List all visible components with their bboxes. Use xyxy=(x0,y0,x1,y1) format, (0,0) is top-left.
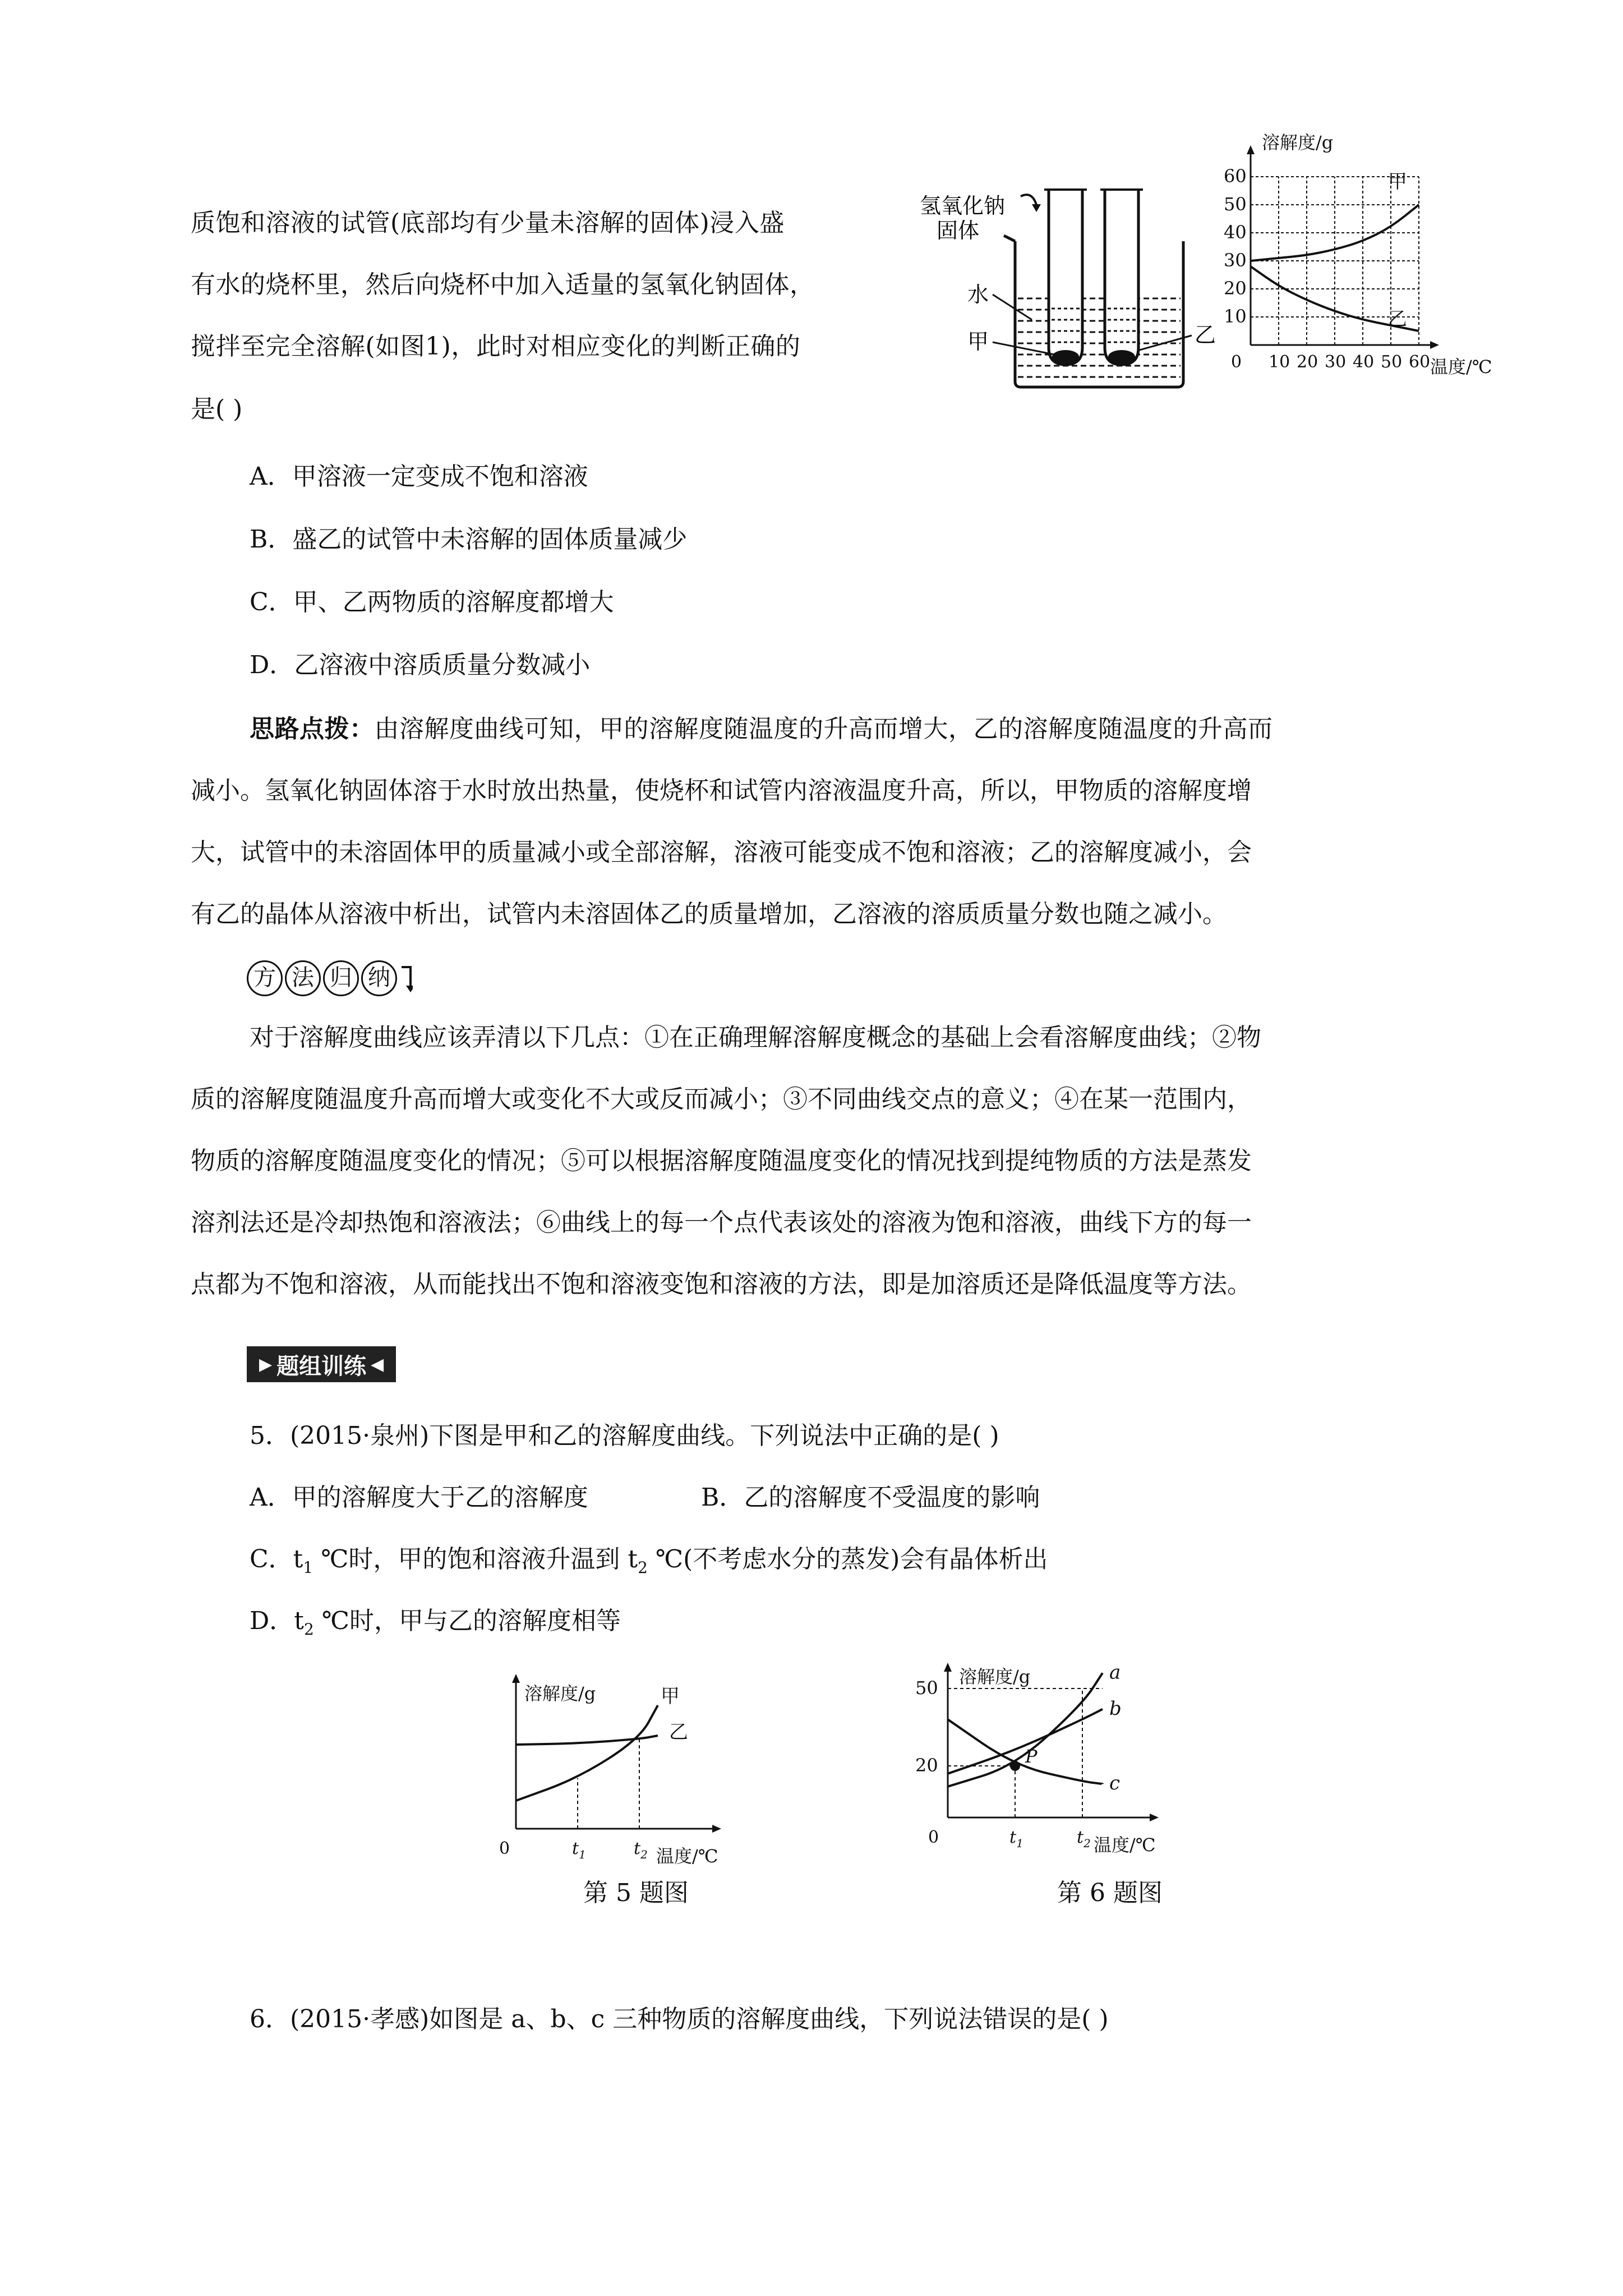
q5-option-d xyxy=(250,1604,621,1646)
x-tick-label: 0 xyxy=(928,1828,939,1847)
x-tick-label: 10 xyxy=(1269,352,1290,372)
x-axis-arrow-icon xyxy=(1150,1814,1159,1821)
solid-label: 固体 xyxy=(937,218,980,243)
intro-line-2: 有水的烧杯里，然后向烧杯中加入适量的氢氧化钠固体， xyxy=(191,270,815,299)
q5-option-b: B．乙的溶解度不受温度的影响 xyxy=(701,1483,1040,1512)
q5-stem: 5．(2015·泉州)下图是甲和乙的溶解度曲线。下列说法中正确的是( ) xyxy=(250,1421,999,1450)
x-axis-arrow-icon xyxy=(712,1825,721,1833)
x-axis-label: 温度/℃ xyxy=(656,1846,718,1867)
y-axis-arrow-icon xyxy=(1247,145,1255,154)
tube-jia-label: 甲 xyxy=(967,329,989,354)
method-line-1: 对于溶解度曲线应该弄清以下几点：①在正确理解溶解度概念的基础上会看溶解度曲线；②物 xyxy=(250,1023,1261,1052)
y-axis-arrow-icon xyxy=(512,1674,520,1683)
y-tick-label: 10 xyxy=(1224,306,1247,327)
q5-d-sub: 2 xyxy=(303,1619,314,1639)
x-tick-label: 50 xyxy=(1381,352,1403,372)
q5-option-c xyxy=(250,1543,1048,1585)
intro-line-3: 搅拌至完全溶解(如图1)，此时对相应变化的判断正确的 xyxy=(191,332,801,361)
q5-d-suffix: ℃时，甲与乙的溶解度相等 xyxy=(321,1607,621,1635)
intersection-point xyxy=(1010,1761,1020,1771)
option-c: C．甲、乙两物质的溶解度都增大 xyxy=(250,588,614,616)
option-d: D．乙溶液中溶质质量分数减小 xyxy=(250,651,591,679)
method-char-4: 纳 xyxy=(361,960,397,996)
hint-text: 由溶解度曲线可知，甲的溶解度随温度的升高而增大，乙的溶解度随温度的升高而 xyxy=(374,715,1273,743)
play-right-icon: ▶ xyxy=(259,1354,273,1374)
fig6-caption: 第 6 题图 xyxy=(1057,1879,1163,1907)
method-char-2: 法 xyxy=(285,960,321,996)
x-tick-label: 60 xyxy=(1409,352,1431,372)
series-b-label: b xyxy=(1109,1697,1122,1720)
q5-c-suffix: ℃(不考虑水分的蒸发)会有晶体析出 xyxy=(655,1545,1048,1573)
q5-c-mid: ℃时，甲的饱和溶液升温到 t xyxy=(321,1545,638,1573)
hint-line-4: 有乙的晶体从溶液中析出，试管内未溶固体乙的质量增加，乙溶液的溶质质量分数也随之减小。 xyxy=(191,900,1227,928)
intro-line-1: 质饱和溶液的试管(底部均有少量未溶解的固体)浸入盛 xyxy=(191,209,785,237)
series-c-label: c xyxy=(1109,1772,1121,1795)
y-tick-label: 20 xyxy=(915,1755,938,1776)
solubility-chart-1 xyxy=(1217,132,1520,390)
x-tick-label: $t_1$ xyxy=(572,1839,586,1861)
hint-line-2: 减小。氢氧化钠固体溶于水时放出热量，使烧杯和试管内溶液温度升高，所以，甲物质的溶解度增 xyxy=(191,776,1252,805)
q5-c-sub1: 1 xyxy=(303,1558,313,1577)
y-axis-label: 溶解度/g xyxy=(1262,132,1334,153)
x-tick-label: $t_2$ xyxy=(1077,1828,1091,1850)
method-line-5: 点都为不饱和溶液，从而能找出不饱和溶液变饱和溶液的方法，即是加溶质还是降低温度等方法。 xyxy=(191,1270,1252,1299)
water-label: 水 xyxy=(967,282,989,307)
solubility-chart-q6 xyxy=(914,1649,1206,1874)
y-tick-label: 50 xyxy=(1224,194,1247,215)
intro-line-4: 是( ) xyxy=(191,395,243,424)
solubility-chart-q5 xyxy=(488,1660,757,1874)
series-2-label: 乙 xyxy=(1388,308,1407,330)
y-tick-label: 30 xyxy=(1224,250,1247,271)
hint-title: 思路点拨： xyxy=(250,715,375,743)
x-tick-label: 30 xyxy=(1325,352,1347,372)
series-a-line xyxy=(948,1673,1103,1786)
x-tick-label: 0 xyxy=(1231,352,1242,372)
point-p-label: P xyxy=(1025,1746,1038,1767)
series-1-line xyxy=(516,1705,658,1801)
q5-c-prefix: C．t xyxy=(250,1545,303,1573)
x-tick-label: $t_1$ xyxy=(1009,1828,1023,1850)
method-line-2: 质的溶解度随温度升高而增大或变化不大或反而减小；③不同曲线交点的意义；④在某一范围内， xyxy=(191,1085,1252,1114)
option-a: A．甲溶液一定变成不饱和溶液 xyxy=(250,462,588,491)
hint-line-1 xyxy=(250,712,1273,746)
group-training-banner xyxy=(247,1346,396,1382)
option-b: B．盛乙的试管中未溶解的固体质量减少 xyxy=(250,525,688,554)
x-tick-label: $t_2$ xyxy=(634,1839,648,1861)
hint-line-3: 大，试管中的未溶固体甲的质量减小或全部溶解，溶液可能变成不饱和溶液；乙的溶解度减小，会 xyxy=(191,838,1252,867)
y-tick-label: 20 xyxy=(1224,278,1247,299)
y-tick-label: 60 xyxy=(1224,165,1247,187)
q6-stem: 6．(2015·孝感)如图是 a、b、c 三种物质的溶解度曲线，下列说法错误的是( ) xyxy=(250,2005,1109,2033)
q5-c-sub2: 2 xyxy=(638,1558,648,1577)
y-tick-label: 50 xyxy=(915,1677,938,1699)
play-left-icon: ◀ xyxy=(371,1354,384,1374)
method-line-3: 物质的溶解度随温度变化的情况；⑤可以根据溶解度随温度变化的情况找到提纯物质的方法是蒸发 xyxy=(191,1147,1252,1175)
tube-yi-label: 乙 xyxy=(1195,323,1216,347)
x-tick-label: 20 xyxy=(1297,352,1318,372)
fig5-caption: 第 5 题图 xyxy=(583,1879,689,1907)
y-axis-label: 溶解度/g xyxy=(524,1683,596,1704)
x-axis-label: 温度/℃ xyxy=(1094,1834,1156,1856)
down-arrow-icon xyxy=(399,964,413,992)
y-tick-label: 40 xyxy=(1224,222,1247,243)
group-training-label: 题组训练 xyxy=(276,1353,367,1379)
method-line-4: 溶剂法还是冷却热饱和溶液法；⑥曲线上的每一个点代表该处的溶液为饱和溶液，曲线下方的每一 xyxy=(191,1208,1252,1237)
series-1-label: 甲 xyxy=(1388,171,1407,193)
series-a-label: a xyxy=(1109,1661,1121,1684)
series-1-label: 甲 xyxy=(661,1685,680,1708)
apparatus-figure xyxy=(914,180,1245,393)
method-char-1: 方 xyxy=(247,960,283,996)
x-tick-label: 40 xyxy=(1353,352,1375,372)
q5-d-prefix: D．t xyxy=(250,1607,304,1635)
method-char-3: 归 xyxy=(323,960,359,996)
naoh-label: 氢氧化钠 xyxy=(920,194,1006,218)
y-axis-label: 溶解度/g xyxy=(959,1666,1031,1687)
series-2-label: 乙 xyxy=(669,1721,688,1743)
y-axis-arrow-icon xyxy=(944,1663,952,1672)
q5-option-a: A．甲的溶解度大于乙的溶解度 xyxy=(250,1483,588,1512)
x-axis-arrow-icon xyxy=(1430,341,1439,349)
method-heading xyxy=(247,960,413,996)
x-tick-label: 0 xyxy=(499,1839,510,1858)
x-axis-label: 温度/℃ xyxy=(1430,356,1492,378)
